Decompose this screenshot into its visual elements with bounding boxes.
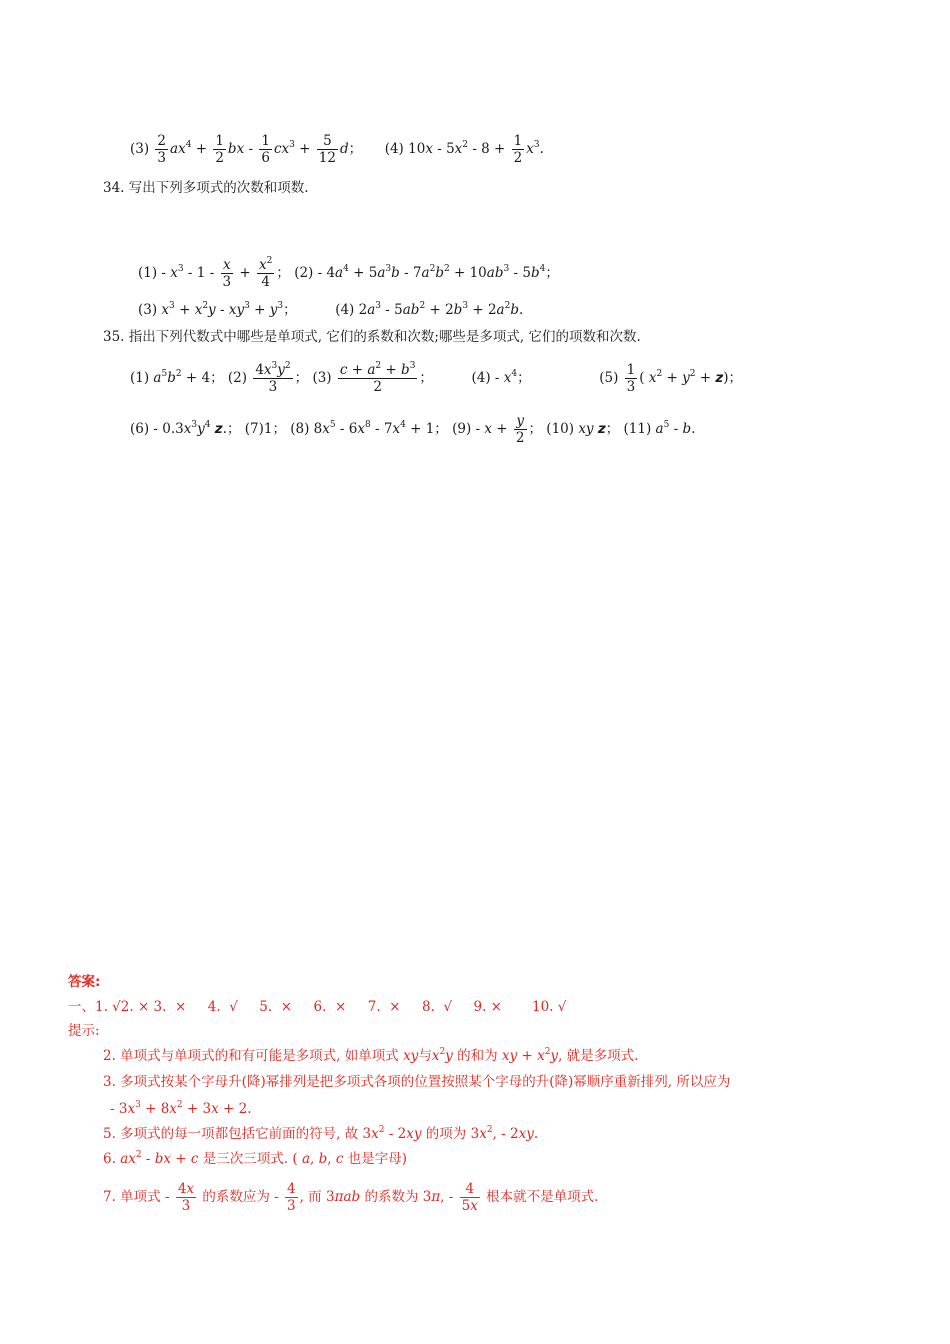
q33-items-line: (3) $\frac{2}{3}$ $ax^4$ + $\frac{1}{2}$ bx - $\frac{1}{6}$ $cx^3$ + $\frac{5}{12}$ d； (4) $10x - 5x^2 - 8$ + $\frac{1}{2}$ $x^3$.	[130, 133, 544, 166]
hint-3-expression: - $3x^3 + 8x^2 + 3x + 2$.	[110, 1100, 252, 1117]
answers-heading: 答案:	[68, 974, 101, 990]
q35-title: 35. 指出下列代数式中哪些是单项式, 它们的系数和次数;哪些是多项式, 它们的项数和次数.	[103, 329, 641, 345]
hint-5: 5. 多项式的每一项都包括它前面的符号, 故 $3x^2 - 2xy$ 的项为 $3x^2$, - 2xy.	[103, 1125, 539, 1142]
q35-items-line-2: $(6) - 0.3x^3y^4$ z.； (7)1； (8) $8x^5 - 6x^8 - 7x^4 + 1$； (9) - x + $\frac{y}{2}$ ； (10) xy z； (11) $a^5$ - b.	[130, 413, 696, 446]
hint-label: 提示:	[68, 1023, 100, 1039]
hint-7: 7. 单项式 - $\frac{4x}{3}$ 的系数应为 - $\frac{4}{3}$ , 而 3πab 的系数为 3π, - $\frac{4}{5x}$ 根本就不是单项式.	[103, 1181, 599, 1214]
q34-items-line-1: $(1) - x^3 - 1$ - $\frac{x}{3}$ + $\frac{x^2}{4}$ ； $(2) - 4a^4 + 5a^3b - 7a^2b^2 + 10ab^3 - 5b^4$；	[138, 256, 559, 290]
q34-items-line-2: (3) $x^3 + x^2y - xy^3 + y^3$； (4) $2a^3 - 5ab^2 + 2b^3 + 2a^2b$.	[138, 301, 524, 318]
hint-6: 6. $ax^2$ - bx + c 是三次三项式. ( a, b, c 也是字母)	[103, 1150, 407, 1167]
hint-3: 3. 多项式按某个字母升(降)幂排列是把多项式各项的位置按照某个字母的升(降)幂顺序重新排列, 所以应为	[103, 1074, 731, 1090]
answers-line-1: 一、1. √2. × 3. × 4. √ 5. × 6. × 7. × 8. √ 9. × 10. √	[68, 999, 567, 1015]
q34-title: 34. 写出下列多项式的次数和项数.	[103, 180, 309, 196]
q35-items-line-1: (1) $a^5b^2 + 4$； (2) $\frac{4x^3y^2}{3}$ ； (3) $\frac{c + a^2 + b^3}{2}$ ； $(4) - x^4$； (5) $\frac{1}{3}$ ( $x^2 + y^2 + z$)；	[130, 361, 743, 395]
hint-2: 2. 单项式与单项式的和有可能是多项式, 如单项式 xy与$x^2y$ 的和为 xy + $x^2y$, 就是多项式.	[103, 1047, 639, 1064]
